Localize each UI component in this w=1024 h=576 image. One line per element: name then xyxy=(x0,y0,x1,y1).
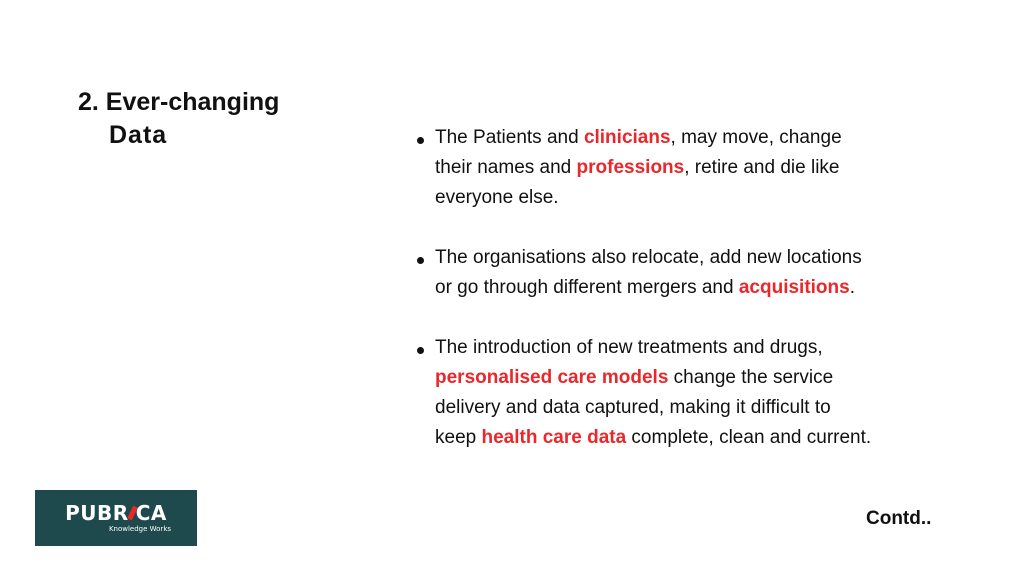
bullet-text: complete, clean and current. xyxy=(626,427,872,448)
continued-label: Contd.. xyxy=(866,508,932,529)
bullet-line xyxy=(435,333,974,363)
bullet-item xyxy=(414,333,974,453)
bullet-dot-icon xyxy=(417,347,424,354)
bullet-text: keep xyxy=(435,427,482,448)
bullet-line xyxy=(435,153,974,183)
bullet-line xyxy=(435,363,974,393)
highlighted-term: health care data xyxy=(481,427,627,448)
bullet-text: The Patients and xyxy=(435,127,584,148)
bullet-line xyxy=(435,123,974,153)
logo-i-mark-icon xyxy=(129,505,136,521)
logo-word-right: CA xyxy=(135,501,167,525)
bullet-text: , may move, change xyxy=(670,127,842,148)
bullet-text: everyone else. xyxy=(435,187,559,208)
bullet-text: delivery and data captured, making it difficult to xyxy=(435,397,831,418)
bullet-line xyxy=(435,183,974,213)
bullet-item xyxy=(414,123,974,213)
bullet-list xyxy=(414,123,974,483)
bullet-text: , retire and die like xyxy=(684,157,840,178)
pubrica-logo xyxy=(35,490,197,546)
bullet-line xyxy=(435,273,974,303)
bullet-text: change the service xyxy=(668,367,834,388)
section-heading-line-1: 2. Ever-changing xyxy=(78,88,280,116)
bullet-text: The introduction of new treatments and drugs, xyxy=(435,337,823,358)
logo-word-left: PUBR xyxy=(65,501,129,525)
section-heading xyxy=(78,86,348,152)
bullet-item xyxy=(414,243,974,303)
bullet-text: The organisations also relocate, add new locations xyxy=(435,247,862,268)
bullet-line xyxy=(435,243,974,273)
bullet-dot-icon xyxy=(417,137,424,144)
logo-tagline: Knowledge Works xyxy=(108,525,172,533)
section-heading-line-2: Data xyxy=(109,121,168,149)
highlighted-term: professions xyxy=(576,157,685,178)
bullet-line xyxy=(435,423,974,453)
bullet-dot-icon xyxy=(417,257,424,264)
logo-wordmark xyxy=(65,502,167,524)
bullet-text: their names and xyxy=(435,157,577,178)
bullet-text: or go through different mergers and xyxy=(435,277,739,298)
bullet-text: . xyxy=(849,277,855,298)
highlighted-term: clinicians xyxy=(583,127,671,148)
highlighted-term: acquisitions xyxy=(738,277,850,298)
highlighted-term: personalised care models xyxy=(435,367,669,388)
bullet-line xyxy=(435,393,974,423)
